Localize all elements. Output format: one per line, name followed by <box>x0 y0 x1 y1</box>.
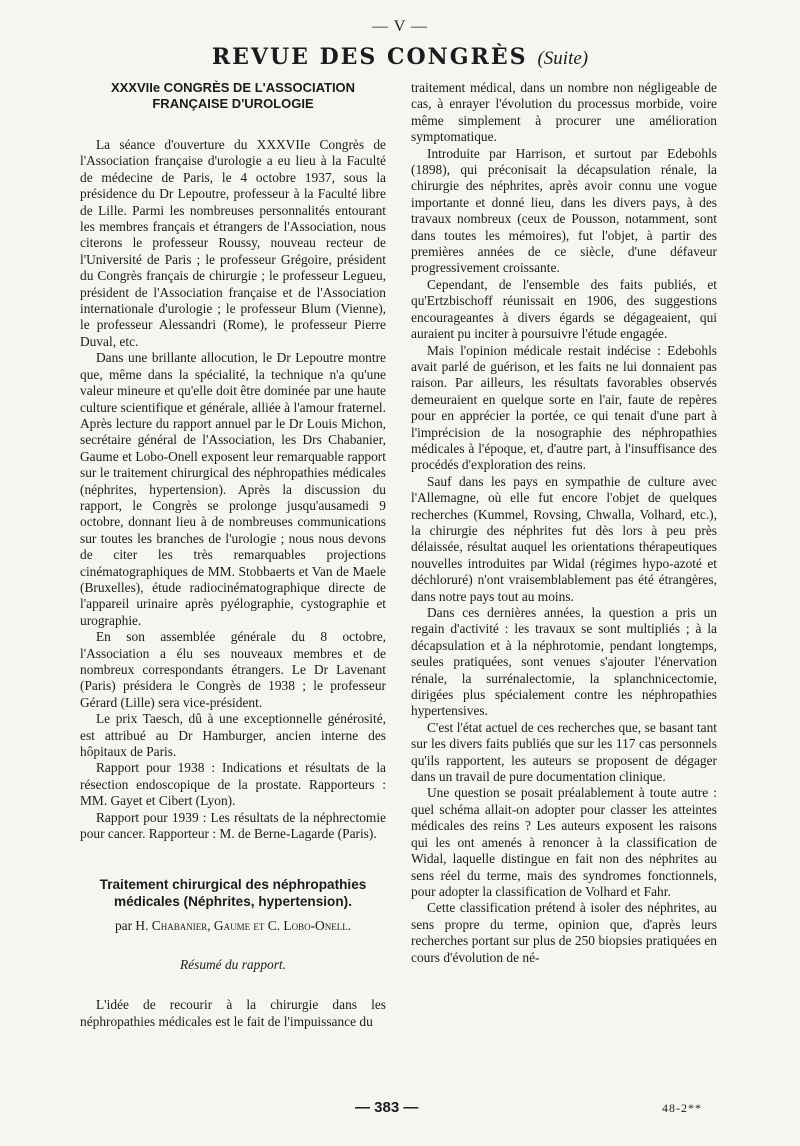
revue-title-main: REVUE DES CONGRÈS <box>211 44 528 70</box>
paragraph: La séance d'ouverture du XXXVIIe Congrès de l'Association française d'urologie a eu lieu à la Faculté de médecine de Paris, le 4 octobre 1937, sous la présidence du Dr Lepoutre, professeur à la Faculté libre de Lille. Parmi les nombreuses personnalités entourant les membres français et étrangers de l'Association, nous citerons le professeur Roussy, nouveau recteur de l'Université de Paris ; le professeur Grégoire, président du Congrès français de chirurgie ; le professeur Legueu, président de l'Association française et de l'Association internationale d'urologie ; le professeur Blum (Vienne), le professeur Alessandri (Rome), le professeur Pierre Duval, etc. <box>80 137 386 349</box>
paragraph: En son assemblée générale du 8 octobre, l'Association a élu ses nouveaux membres et de nombreux correspondants étrangers. Le Dr Lavenant (Paris) présidera le Congrès de 1938 ; le professeur Gérard (Lille) sera vice-président. <box>80 629 386 710</box>
section-heading <box>80 80 386 112</box>
revue-title-suite: (Suite) <box>537 48 589 69</box>
article-title-line2: médicales (Néphrites, hypertension). <box>114 894 352 910</box>
paragraph: C'est l'état actuel de ces recherches que, se basant tant sur les divers faits publiés que sur les 117 cas personnels qu'ils rapportent, les auteurs se proposent de dégager dans un travail de pure documentation clinique. <box>411 719 717 785</box>
paragraph: Cette classification prétend à isoler des néphrites, au sens propre du terme, opinion que, d'après leurs recherches portant sur plus de 250 biopsies pratiquées en cours d'évolution de né- <box>411 900 717 965</box>
right-column <box>411 80 717 966</box>
page-number: — 383 — <box>355 1099 419 1116</box>
article-authors <box>80 918 386 934</box>
paragraph: Sauf dans les pays en sympathie de culture avec l'Allemagne, où elle fut encore l'objet de quelques recherches (Kummel, Rovsing, Chwalla, Volhard, etc.), la chirurgie des néphrites fut dès lors à peu près délaissée, résultat auquel les orientations thérapeutiques nouvelles introduites par Widal (régimes hypo-azoté et déchloruré) n'ont vraisemblablement pas été étrangères, dans notre pays tout au moins. <box>411 473 717 604</box>
page-title <box>0 44 800 70</box>
authors-prefix: par H. <box>114 918 149 934</box>
paragraph: Une question se posait préalablement à toute autre : quel schéma allait-on adopter pour classer les atteintes médicales des reins ? Les auteurs exposent les raisons qui les ont amenés à renoncer à la classification de Widal, laquelle distingue en fait non des néphrites au sens réel du terme, mais des syndromes fonctionnels, pour adopter la classification de Volhard et Fahr. <box>411 785 717 899</box>
paragraph: Le prix Taesch, dû à une exceptionnelle générosité, est attribué au Dr Hamburger, ancien interne des hôpitaux de Paris. <box>80 711 386 760</box>
paragraph: Rapport pour 1939 : Les résultats de la néphrectomie pour cancer. Rapporteur : M. de Berne-Lagarde (Paris). <box>80 809 386 842</box>
section-heading-line1: XXXVIIe CONGRÈS DE L'ASSOCIATION <box>110 80 356 95</box>
signature-mark: 48-2** <box>662 1101 702 1115</box>
roman-page-number: — V — <box>372 18 428 35</box>
paragraph: Introduite par Harrison, et surtout par Edebohls (1898), qui préconisait la décapsulation rénale, la chirurgie des néphrites, après avoir connu une vogue importante et donné lieu, dans les divers pays, à des travaux nombreux (ceux de Pousson, notamment, sont dans toutes les mémoires), fut l'objet, à partir des premières années de ce siècle, d'une défaveur progressivement croissante. <box>411 145 717 276</box>
paragraph: traitement médical, dans un nombre non négligeable de cas, à enrayer l'évolution du processus morbide, voire même simplement à procurer une amélioration symptomatique. <box>411 80 717 145</box>
paragraph: Mais l'opinion médicale restait indécise : Edebohls avait parlé de guérison, et les faits ne lui donnaient pas raison. Par ailleurs, les résultats favorables observés demeuraient en quelque sorte en l'air, faute de repères pour en apprécier la portée, ce qui tenait d'une part à l'imprécision de la nosographie des néphropathies médicales à l'époque, et, d'autre part, à l'insuffisance des procédés d'exploration des reins. <box>411 342 717 473</box>
section-spacer <box>80 842 386 876</box>
paragraph: Cependant, de l'ensemble des faits publiés, et qu'Ertzbischoff réunissait en 1906, des suggestions encourageantes à divers égards se dégageaient, qui auraient pu inciter à poursuivre l'étude engagée. <box>411 276 717 342</box>
paragraph: Dans une brillante allocution, le Dr Lepoutre montre que, même dans la spécialité, la technique n'a qu'une valeur mineure et qu'elle doit être dominée par une haute culture scientifique et générale, alliée à l'amour fraternel. Après lecture du rapport annuel par le Dr Louis Michon, secrétaire général de l'Association, les Drs Chabanier, Gaume et Lobo-Onell exposent leur remarquable rapport sur le traitement chirurgical des néphropathies médicales (néphrites, hypertension). Après la discussion du rapport, le Congrès se prolonge jusqu'ausamedi 9 octobre, donnant lieu à de nombreuses communications sur toutes les branches de l'urologie ; nous nous devons de citer les très remarquables projections cinématographiques de MM. Stobbaerts et Van de Maele (Bruxelles), étude radiocinématographique directe de l'appareil urinaire après pyélographie, cystographie et urographie. <box>80 350 386 628</box>
paragraph: Rapport pour 1938 : Indications et résultats de la résection endoscopique de la prostate. Rapporteurs : MM. Gayet et Cibert (Lyon). <box>80 760 386 809</box>
paragraph: L'idée de recourir à la chirurgie dans les néphropathies médicales est le fait de l'impuissance du <box>80 997 386 1029</box>
resume-label: Résumé du rapport. <box>179 956 286 972</box>
section-heading-line2: FRANÇAISE D'UROLOGIE <box>152 96 314 111</box>
authors-names: Chabanier, Gaume et C. Lobo-Onell. <box>151 918 352 934</box>
paragraph: Dans ces dernières années, la question a pris un regain d'activité : les travaux se sont multipliés ; à la décapsulation et à la néphrotomie, pendant longtemps, seules pratiquées, sont venues s'ajouter l'énervation rénale, la surrénalectomie, la splanchnicectomie, dirigées plus spécialement contre les néphropathies hypertensives. <box>411 605 717 719</box>
left-column <box>80 80 386 1030</box>
article-title-line1: Traitement chirurgical des néphropathies <box>99 877 367 893</box>
article-title <box>80 876 386 910</box>
